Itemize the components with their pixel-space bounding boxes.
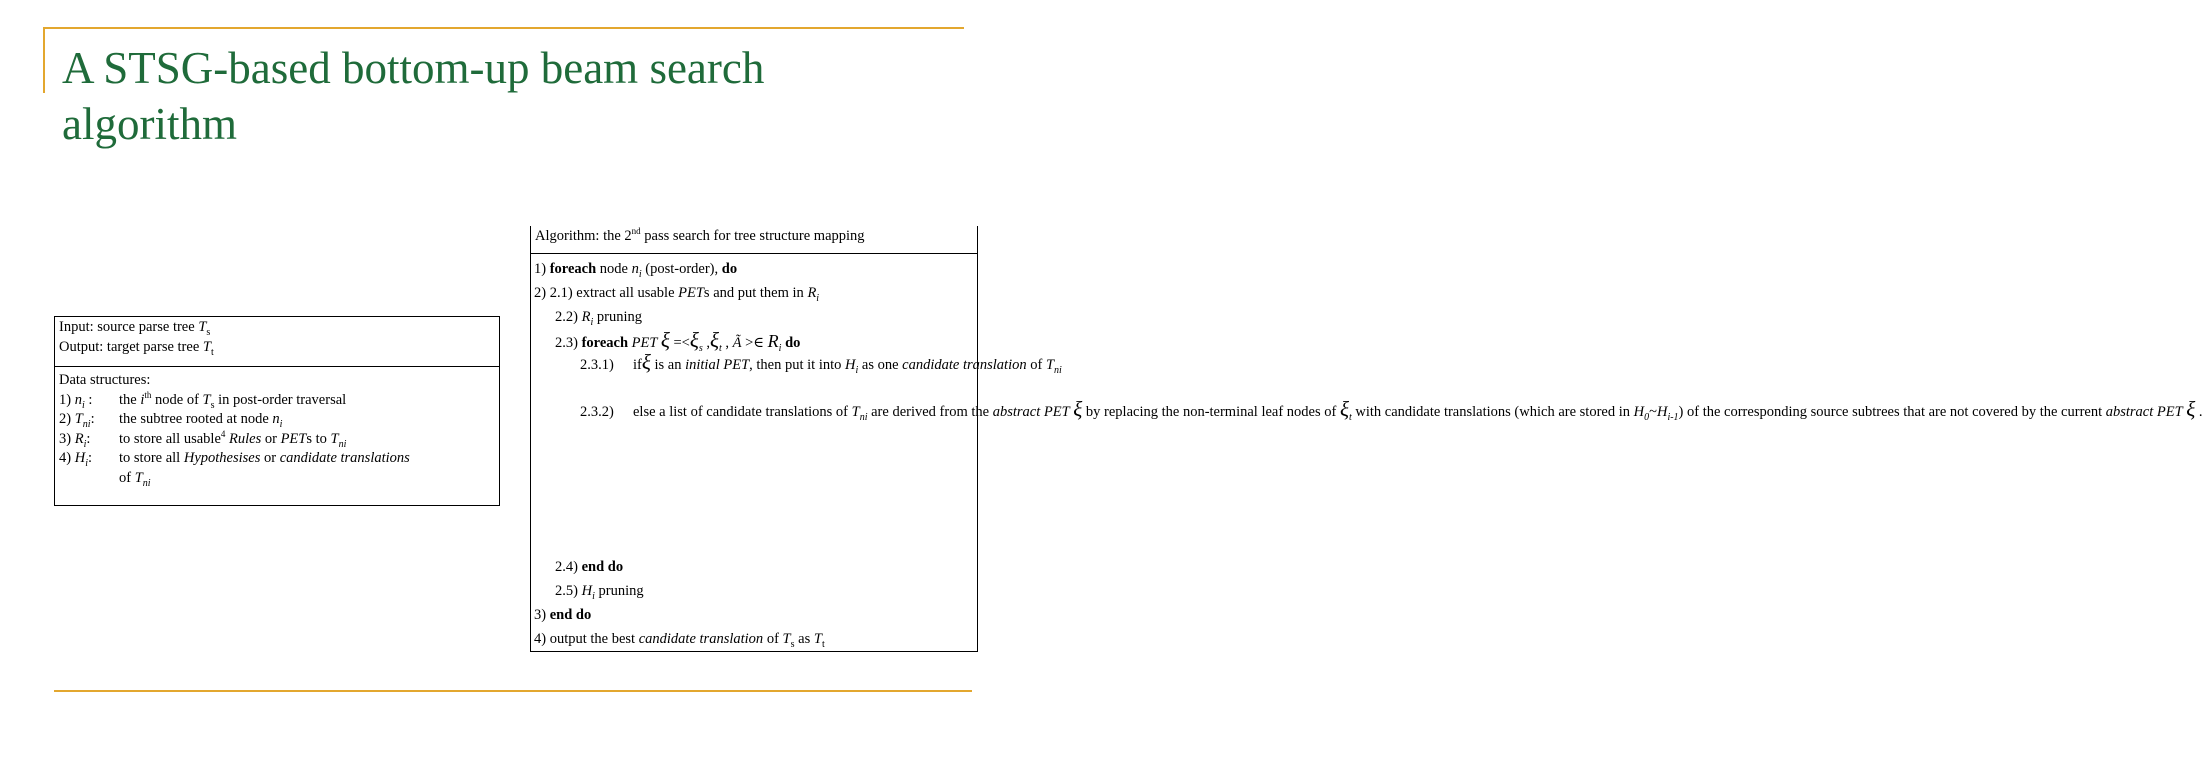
left-rule [43,27,45,93]
step-2-4: 2.4) end do [555,559,624,575]
step-4: 4) output the best candidate translation of $T_s$ as $T_t$ [534,631,825,650]
ds-heading: Data structures: [59,372,151,388]
ds-item-continuation: of $T_{ni}$ [119,469,151,489]
output-line: Output: target parse tree $T_t$ [59,339,214,358]
ds-item: 4) $H_i$: to store all Hypothesises or candidate translations [59,450,410,469]
step-2-2: 2.2) $R_i$ pruning [555,309,642,328]
step-1: 1) foreach node $n_i$ (post-order), do [534,261,738,280]
slide-title: A STSG-based bottom-up beam search algorithm [62,43,765,149]
step-2-1: 2) 2.1) extract all usable PETs and put them in $R_i$ [534,285,820,304]
data-structures-section [55,367,499,492]
algorithm-title: Algorithm: the 2nd pass search for tree structure mapping [535,226,865,244]
ds-item: 3) $R_i$: to store all usable$^4$ Rules or PETs to $T_{ni}$ [59,428,347,450]
step-2-3-1: 2.3.1) ifξ is an initial PET, then put it into $H_i$ as one candidate translation of $T_{ni}$ [580,350,1062,376]
step-3: 3) end do [534,607,592,623]
step-2-5: 2.5) $H_i$ pruning [555,583,644,602]
io-data-structures-box [54,316,500,506]
algorithm-box [530,226,2203,652]
bottom-rule [54,690,972,692]
top-rule [43,27,964,29]
ds-item: 1) $n_i$ : the $i^{th}$ node of $T_s$ in post-order traversal [59,389,347,411]
input-line: Input: source parse tree $T_s$ [59,319,211,338]
step-2-3-2: 2.3.2) else a list of candidate translations of $T_{ni}$ are derived from the abstract PET ξ by replacing the non-terminal leaf nodes of $\xi_t$ with candidate translations (which are stored in $H_0\sim H_{i-1}$) of the corresponding source subtrees that are not covered by the current abstract PET ξ . [580,397,2203,423]
algorithm-title-divider [531,253,977,254]
io-section [55,317,499,367]
ds-item: 2) $T_{ni}$: the subtree rooted at node $n_i$ [59,411,283,430]
algorithm-steps [531,257,2203,651]
step-2-3: 2.3) foreach PET $\xi =<\xi_s$ $,\xi_t$ , Ã >∈ $R_i$ do [555,328,801,354]
